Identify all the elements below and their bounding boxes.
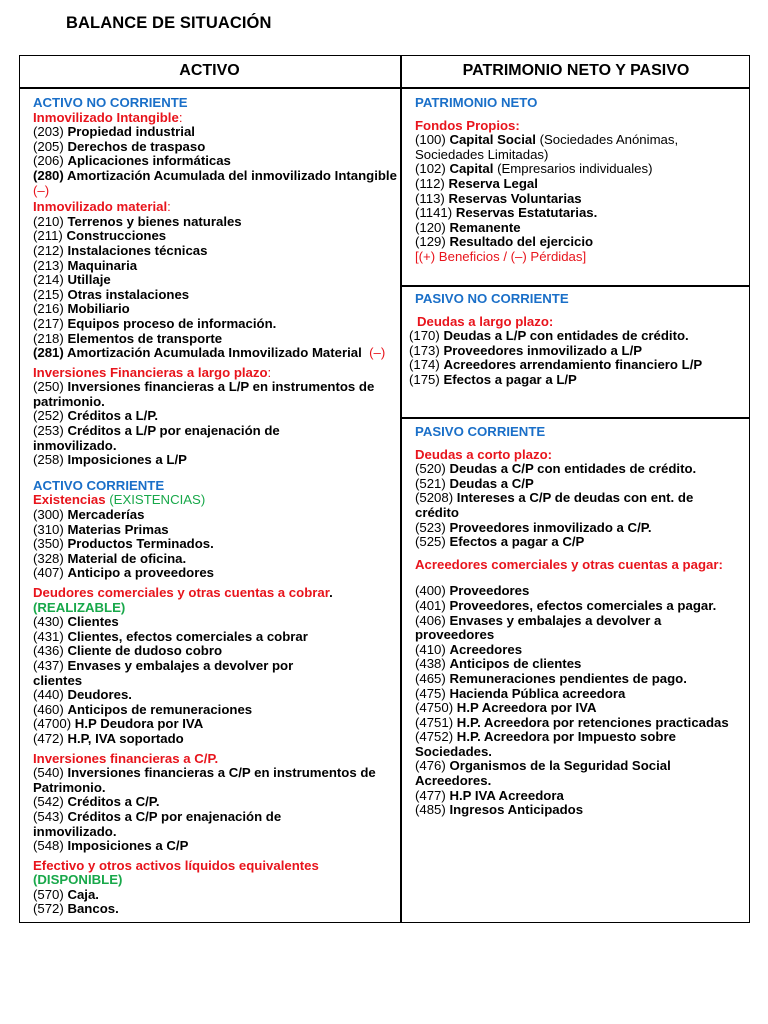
account-line: (253) Créditos a L/P por enajenación de <box>33 423 280 439</box>
account-line: (410) Acreedores <box>415 641 523 657</box>
patrimonio-divider <box>400 285 750 287</box>
account-line: (407) Anticipo a proveedores <box>33 565 215 581</box>
account-line: (1141) Reservas Estatutarias. <box>415 205 598 221</box>
fondos-propios-label: Fondos Propios: <box>415 117 520 133</box>
account-line: (113) Reservas Voluntarias <box>415 190 582 206</box>
activo-section <box>33 96 399 917</box>
account-line: (521) Deudas a C/P <box>415 475 534 491</box>
account-line: (570) Caja. <box>33 886 99 902</box>
realizable-tag: (REALIZABLE) <box>33 599 126 615</box>
deudores-label: Deudores comerciales y otras cuentas a cobrar. <box>33 585 333 600</box>
inversiones-cp-label: Inversiones financieras a C/P. <box>33 750 219 766</box>
pasivo-corriente-heading: PASIVO CORRIENTE <box>415 424 546 439</box>
acreedores-label: Acreedores comerciales y otras cuentas a pagar: <box>415 556 723 572</box>
account-line: (485) Ingresos Anticipados <box>415 802 584 818</box>
account-line: (436) Cliente de dudoso cobro <box>33 643 223 659</box>
account-line: (543) Créditos a C/P por enajenación de <box>33 808 282 824</box>
intangible-amortization-sign: (–) <box>33 182 50 198</box>
account-line: (465) Remuneraciones pendientes de pago. <box>415 670 687 686</box>
activo-corriente-heading: ACTIVO CORRIENTE <box>33 477 165 493</box>
account-line: Sociedades. <box>415 743 492 759</box>
account-line: (100) Capital Social (Sociedades Anónimas, <box>415 132 679 148</box>
account-line: (401) Proveedores, efectos comerciales a pagar. <box>415 597 717 613</box>
account-line: (5208) Intereses a C/P de deudas con ent. de <box>415 490 694 506</box>
account-line: patrimonio. <box>33 393 105 409</box>
account-line: Patrimonio. <box>33 779 106 795</box>
account-line: (112) Reserva Legal <box>415 175 538 191</box>
account-line: (475) Hacienda Pública acreedora <box>415 685 626 701</box>
activo-column-header: ACTIVO <box>179 62 240 79</box>
account-line: (250) Inversiones financieras a L/P en instrumentos de <box>33 379 375 395</box>
account-line: (258) Imposiciones a L/P <box>33 452 187 468</box>
account-line: (210) Terrenos y bienes naturales <box>33 213 242 229</box>
disponible-tag: (DISPONIBLE) <box>33 872 123 888</box>
account-line: (206) Aplicaciones informáticas <box>33 153 231 169</box>
resultado-note: [(+) Beneficios / (–) Pérdidas] <box>415 248 587 264</box>
account-line: (4750) H.P Acreedora por IVA <box>415 700 597 716</box>
account-line: (572) Bancos. <box>33 901 119 917</box>
account-line: (217) Equipos proceso de información. <box>33 315 277 331</box>
account-line: (460) Anticipos de remuneraciones <box>33 701 253 717</box>
account-line: (4752) H.P. Acreedora por Impuesto sobre <box>415 729 676 745</box>
account-line: (477) H.P IVA Acreedora <box>415 787 564 803</box>
inversiones-lp-label: Inversiones Financieras a largo plazo: <box>33 364 272 380</box>
account-line: (173) Proveedores inmovilizado a L/P <box>409 342 643 358</box>
column-divider <box>400 55 402 923</box>
account-line: (175) Efectos a pagar a L/P <box>409 371 577 387</box>
account-line: (437) Envases y embalajes a devolver por <box>33 657 294 673</box>
account-line: (525) Efectos a pagar a C/P <box>415 534 585 550</box>
pasivo-no-corriente-divider <box>400 417 750 419</box>
document-title: BALANCE DE SITUACIÓN <box>66 14 272 32</box>
account-line: (102) Capital (Empresarios individuales) <box>415 161 653 177</box>
account-line: (438) Anticipos de clientes <box>415 656 582 672</box>
account-line: (213) Maquinaria <box>33 257 138 273</box>
header-divider <box>19 87 750 89</box>
account-line: (215) Otras instalaciones <box>33 286 190 302</box>
existencias-label: Existencias (EXISTENCIAS) <box>33 492 206 508</box>
account-line: (129) Resultado del ejercicio <box>415 234 594 250</box>
account-line: inmovilizado. <box>33 437 117 453</box>
patrimonio-neto-section <box>415 96 748 265</box>
deudas-lp-label: Deudas a largo plazo: <box>417 313 554 329</box>
account-line: Sociedades Limitadas) <box>415 146 549 162</box>
patrimonio-neto-heading: PATRIMONIO NETO <box>415 95 538 110</box>
account-line: (211) Construcciones <box>33 228 167 244</box>
intangible-label: Inmovilizado Intangible: <box>33 109 183 125</box>
account-line: (203) Propiedad industrial <box>33 124 195 140</box>
account-line: (212) Instalaciones técnicas <box>33 242 208 258</box>
account-line: (216) Mobiliario <box>33 301 130 317</box>
account-line: crédito <box>415 504 459 520</box>
account-line: (523) Proveedores inmovilizado a C/P. <box>415 519 652 535</box>
account-line: (430) Clientes <box>33 614 119 630</box>
account-line: (252) Créditos a L/P. <box>33 408 159 424</box>
account-line: (4751) H.P. Acreedora por retenciones practicadas <box>415 714 729 730</box>
account-line: (300) Mercaderías <box>33 507 145 523</box>
account-line: (214) Utillaje <box>33 272 111 288</box>
material-amortization: (281) Amortización Acumulada Inmovilizado Material (–) <box>33 345 386 361</box>
activo-no-corriente-heading: ACTIVO NO CORRIENTE <box>33 95 188 110</box>
account-line: clientes <box>33 672 83 688</box>
account-line: (440) Deudores. <box>33 687 132 703</box>
account-line: (548) Imposiciones a C/P <box>33 838 189 854</box>
pasivo-no-corriente-heading: PASIVO NO CORRIENTE <box>415 291 569 306</box>
account-line: (4700) H.P Deudora por IVA <box>33 716 204 732</box>
account-line: (174) Acreedores arrendamiento financiero L/P <box>409 357 703 373</box>
account-line: (310) Materias Primas <box>33 521 169 537</box>
account-line: (406) Envases y embalajes a devolver a <box>415 612 662 628</box>
account-line: (170) Deudas a L/P con entidades de crédito. <box>409 328 689 344</box>
account-line: (431) Clientes, efectos comerciales a cobrar <box>33 628 308 644</box>
account-line: (540) Inversiones financieras a C/P en instrumentos de <box>33 765 376 781</box>
account-line: (328) Material de oficina. <box>33 550 187 566</box>
account-line: (476) Organismos de la Seguridad Social <box>415 758 671 774</box>
account-line: (350) Productos Terminados. <box>33 536 214 552</box>
deudas-cp-label: Deudas a corto plazo: <box>415 446 553 462</box>
efectivo-label: Efectivo y otros activos líquidos equivalentes <box>33 857 319 873</box>
account-line: (520) Deudas a C/P con entidades de crédito. <box>415 461 697 477</box>
pasivo-column-header: PATRIMONIO NETO Y PASIVO <box>462 62 690 79</box>
account-line: (542) Créditos a C/P. <box>33 794 160 810</box>
pasivo-no-corriente-section <box>409 292 748 388</box>
account-line: inmovilizado. <box>33 823 117 839</box>
account-line: (120) Remanente <box>415 219 521 235</box>
account-line: Acreedores. <box>415 773 492 789</box>
intangible-amortization: (280) Amortización Acumulada del inmovilizado Intangible <box>33 167 397 183</box>
account-line: (205) Derechos de traspaso <box>33 138 206 154</box>
pasivo-corriente-section <box>415 425 748 818</box>
material-label: Inmovilizado material: <box>33 199 171 215</box>
account-line: proveedores <box>415 627 495 643</box>
account-line: (218) Elementos de transporte <box>33 330 223 346</box>
account-line: (472) H.P, IVA soportado <box>33 730 184 746</box>
account-line: (400) Proveedores <box>415 583 530 599</box>
